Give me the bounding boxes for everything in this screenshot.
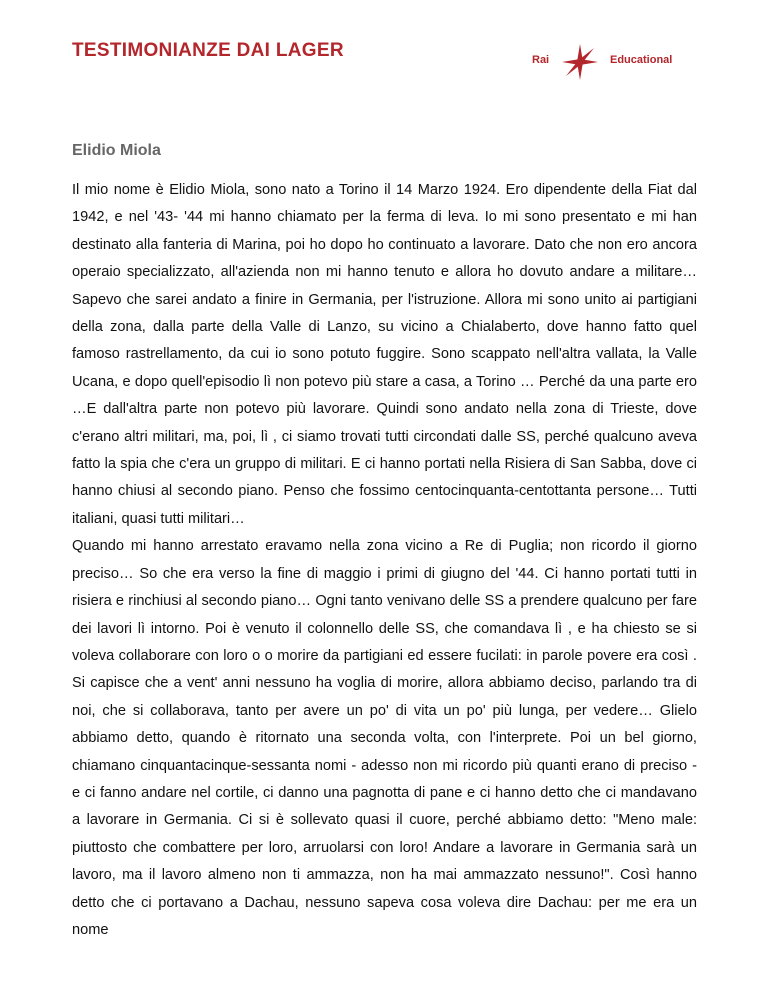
rai-educational-logo <box>532 42 692 84</box>
logo-text-educational: Educational <box>610 54 673 66</box>
paragraph-2: Quando mi hanno arrestato eravamo nella zona vicino a Re di Puglia; non ricordo il giorno preciso… So che era verso la fine di maggio i primi di giugno del '44. Ci hanno portati tutti in risiera e rinchiusi al secondo piano… Ogni tanto venivano delle SS a prendere qualcuno per fare dei lavori lì intorno. Poi è venuto il colonnello delle SS, che comandava lì , e ha chiesto se si voleva collaborare con loro o o morire da partigiani ed essere fucilati: in parole povere era così . Si capisce che a vent' anni nessuno ha voglia di morire, allora abbiamo deciso, parlando tra di noi, che si collaborava, tanto per avere un po' di vita un po' più lunga, per vedere… Glielo abbiamo detto, quando è ritornato una seconda volta, con l'interprete. Poi un bel giorno, chiamano cinquantacinque-sessanta nomi - adesso non mi ricordo più quanti erano di preciso - e ci fanno andare nel cortile, ci danno una pagnotta di pane e ci hanno detto che ci mandavano a lavorare in Germania. Ci si è sollevato quasi il cuore, perché abbiamo detto: "Meno male: piuttosto che combattere per loro, arruolarsi con loro! Andare a lavorare in Germania sarà un lavoro, ma il lavoro almeno non ti ammazza, non ha mai ammazzato nessuno!". Così hanno detto che ci portavano a Dachau, nessuno sapeva cosa voleva dire Dachau: per me era un nome <box>72 538 697 938</box>
paragraph-1: Il mio nome è Elidio Miola, sono nato a Torino il 14 Marzo 1924. Ero dipendente della Fiat dal 1942, e nel '43- '44 mi hanno chiamato per la ferma di leva. Io mi sono presentato e mi han destinato alla fanteria di Marina, poi ho dopo ho continuato a lavorare. Dato che non ero ancora operaio specializzato, all'azienda non mi hanno tenuto e allora ho dovuto andare a militare… Sapevo che sarei andato a finire in Germania, per l'istruzione. Allora mi sono unito ai partigiani della zona, dalla parte della Valle di Lanzo, su vicino a Chialaberto, dove hanno fatto quel famoso rastrellamento, da cui io sono potuto fuggire. Sono scappato nell'altra vallata, la Valle Ucana, e dopo quell'episodio lì non potevo più stare a casa, a Torino … Perché da una parte ero …E dall'altra parte non potevo più lavorare. Quindi sono andato nella zona di Trieste, dove c'erano altri militari, ma, poi, lì , ci siamo trovati tutti circondati dalle SS, perché qualcuno aveva fatto la spia che c'era un gruppo di militari. E ci hanno portati nella Risiera di San Sabba, dove ci hanno chiusi al secondo piano. Penso che fossimo centocinquanta-centottanta persone… Tutti italiani, quasi tutti militari… <box>72 182 697 527</box>
rai-butterfly-icon <box>560 42 600 82</box>
header-title: TESTIMONIANZE DAI LAGER <box>72 40 344 61</box>
testimony-text <box>72 177 697 944</box>
logo-text-rai: Rai <box>532 54 550 66</box>
author-name: Elidio Miola <box>72 142 161 159</box>
page-header <box>72 36 692 86</box>
